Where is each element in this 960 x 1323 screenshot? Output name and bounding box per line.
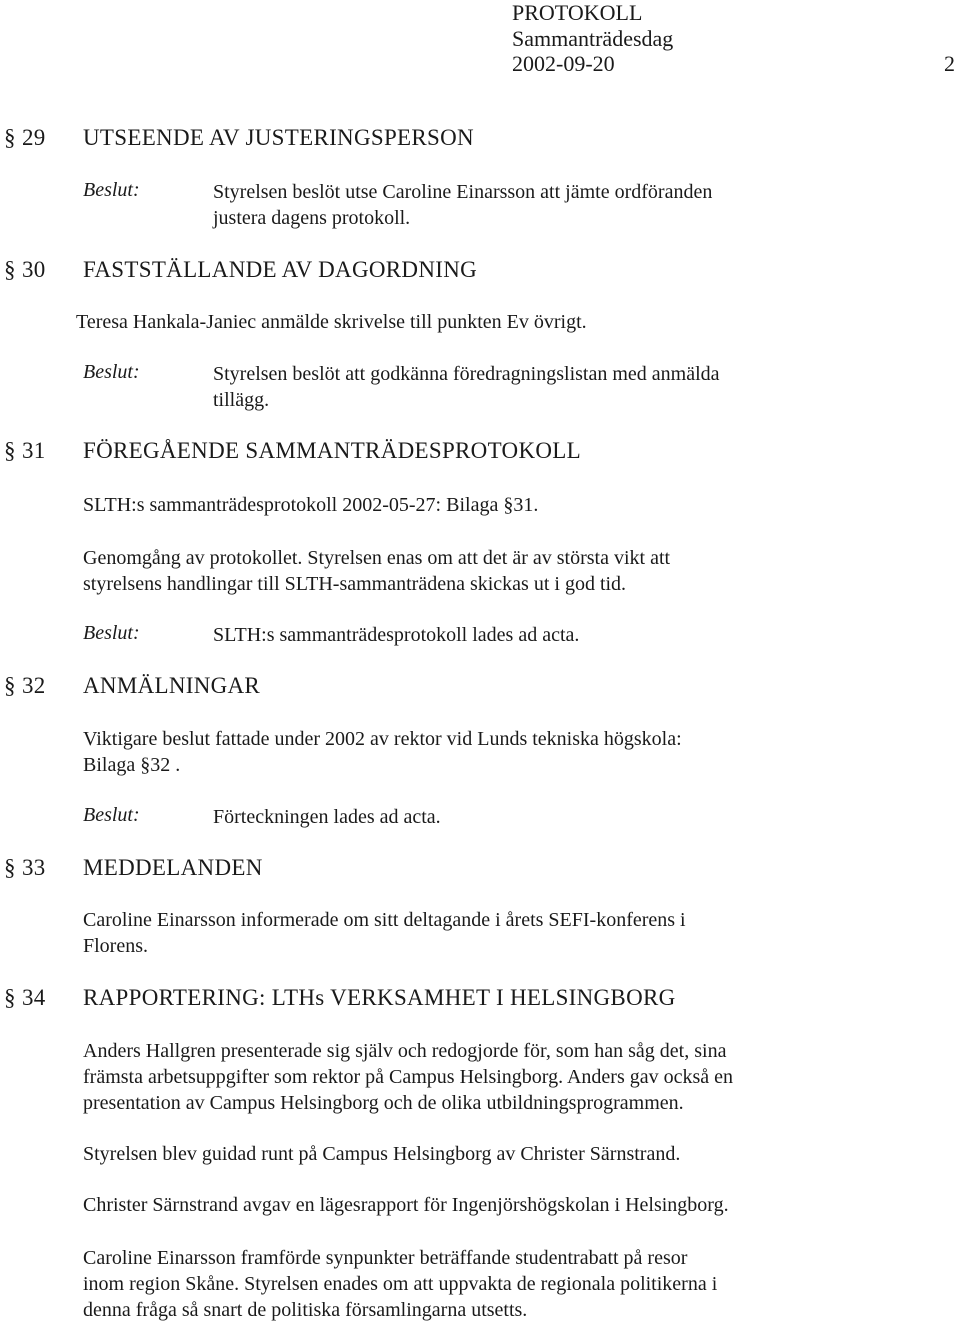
section-31-text2-line-1: Genomgång av protokollet. Styrelsen enas om att det är av största vikt att	[83, 547, 671, 569]
section-34-paragraph-4-line-3: denna fråga så snart de politiska församlingarna utsetts.	[83, 1299, 528, 1321]
section-30-text: Teresa Hankala-Janiec anmälde skrivelse till punkten Ev övrigt.	[76, 311, 587, 333]
section-31-number: 31	[22, 438, 46, 463]
section-31-text	[83, 492, 538, 518]
section-29-number: 29	[22, 125, 46, 150]
section-29-decision-line-2: justera dagens protokoll.	[213, 207, 411, 229]
section-33-title: MEDDELANDEN	[83, 855, 263, 880]
section-32-symbol: §	[4, 673, 16, 698]
section-31-attachment: Bilaga §31.	[446, 494, 539, 516]
section-30-title: FASTSTÄLLANDE AV DAGORDNING	[83, 257, 478, 282]
section-29-symbol: §	[4, 125, 16, 150]
section-33-text-line-1: Caroline Einarsson informerade om sitt deltagande i årets SEFI-konferens i	[83, 909, 686, 931]
section-31-text-prefix: SLTH:s sammanträdesprotokoll 2002-05-27:	[83, 494, 447, 516]
section-34-title: RAPPORTERING: LTHs VERKSAMHET I HELSINGBORG	[83, 985, 676, 1010]
section-34-paragraph-4-line-1: Caroline Einarsson framförde synpunkter beträffande studentrabatt på resor	[83, 1247, 688, 1269]
header-title: PROTOKOLL	[512, 0, 643, 25]
section-30-decision-label: Beslut:	[83, 361, 140, 383]
section-34-paragraph-3: Christer Särnstrand avgav en lägesrapport för Ingenjörshögskolan i Helsingborg.	[83, 1194, 729, 1216]
section-34-paragraph-4-line-2: inom region Skåne. Styrelsen enades om att uppvakta de regionala politikerna i	[83, 1273, 718, 1295]
section-31-decision: SLTH:s sammanträdesprotokoll lades ad acta.	[213, 624, 580, 646]
section-34-paragraph-1-line-3: presentation av Campus Helsingborg och de olika utbildningsprogrammen.	[83, 1092, 684, 1114]
section-31-symbol: §	[4, 438, 16, 463]
section-30-number: 30	[22, 257, 46, 282]
section-33-symbol: §	[4, 855, 16, 880]
header-date: 2002-09-20	[512, 51, 615, 76]
section-34-paragraph-1-line-1: Anders Hallgren presenterade sig själv och redogjorde för, som han såg det, sina	[83, 1040, 727, 1062]
section-33-text-line-2: Florens.	[83, 935, 148, 957]
page-number: 2	[944, 51, 955, 76]
section-34-paragraph-1-line-2: främsta arbetsuppgifter som rektor på Campus Helsingborg. Anders gav också en	[83, 1066, 734, 1088]
section-32-decision: Förteckningen lades ad acta.	[213, 806, 441, 828]
section-30-symbol: §	[4, 257, 16, 282]
section-30-decision-line-1: Styrelsen beslöt att godkänna föredragningslistan med anmälda	[213, 363, 720, 385]
header-meeting-type: Sammanträdesdag	[512, 26, 674, 51]
section-31-text2-line-2: styrelsens handlingar till SLTH-sammanträdena skickas ut i god tid.	[83, 573, 627, 595]
section-30-decision-line-2: tillägg.	[213, 389, 270, 411]
section-34-paragraph-2: Styrelsen blev guidad runt på Campus Helsingborg av Christer Särnstrand.	[83, 1143, 681, 1165]
section-31-decision-label: Beslut:	[83, 622, 140, 644]
section-31-title: FÖREGÅENDE SAMMANTRÄDESPROTOKOLL	[83, 438, 581, 463]
section-32-attachment: Bilaga §32 .	[83, 754, 181, 776]
section-32-title: ANMÄLNINGAR	[83, 673, 261, 698]
section-34-symbol: §	[4, 985, 16, 1010]
section-34-number: 34	[22, 985, 46, 1010]
section-29-decision-line-1: Styrelsen beslöt utse Caroline Einarsson att jämte ordföranden	[213, 181, 713, 203]
section-32-number: 32	[22, 673, 46, 698]
section-33-number: 33	[22, 855, 46, 880]
section-29-decision-label: Beslut:	[83, 179, 140, 201]
section-32-text: Viktigare beslut fattade under 2002 av rektor vid Lunds tekniska högskola:	[83, 728, 682, 750]
section-32-decision-label: Beslut:	[83, 804, 140, 826]
section-29-title: UTSEENDE AV JUSTERINGSPERSON	[83, 125, 474, 150]
